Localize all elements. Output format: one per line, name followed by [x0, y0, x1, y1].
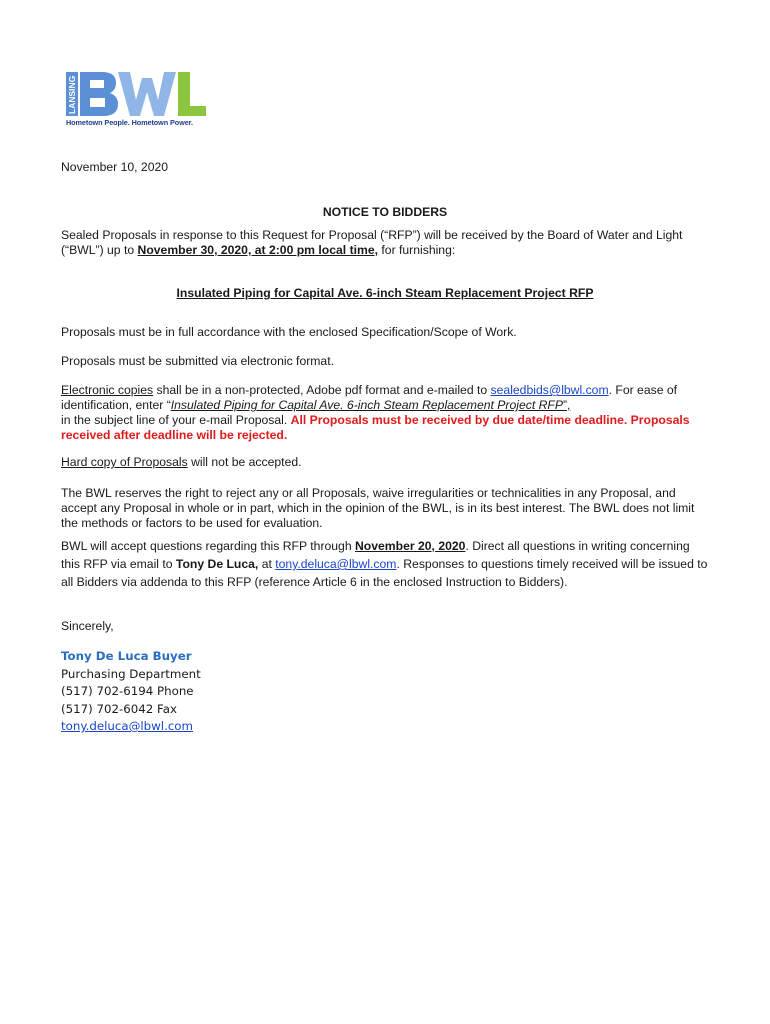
- questions-text-2: . Direct all questions in writing concerning this RFP via email to: [61, 539, 690, 571]
- hard-copy-text: will not be accepted.: [187, 455, 302, 469]
- intro-paragraph: [61, 228, 711, 258]
- contact-email-link[interactable]: tony.deluca@lbwl.com: [275, 557, 397, 571]
- questions-text-4: . Responses to questions timely received will be issued to all Bidders via addenda to this RFP (reference Article 6 in the enclosed Instruction to Bidders).: [61, 557, 708, 589]
- rfp-title: [0, 286, 770, 301]
- signature-name: Tony De Luca Buyer: [61, 649, 192, 663]
- signature-phone: (517) 702-6194 Phone: [61, 684, 194, 698]
- electronic-text: shall be in a non-protected, Adobe pdf format and e-mailed to: [153, 383, 491, 397]
- signature-department: Purchasing Department: [61, 666, 201, 681]
- electronic-text-4: in the subject line of your e-mail Proposal.: [61, 413, 291, 427]
- rfp-title-text: Insulated Piping for Capital Ave. 6-inch Steam Replacement Project RFP: [176, 286, 594, 300]
- questions-text-3: at: [258, 557, 276, 571]
- electronic-copies-lead: Electronic copies: [61, 383, 154, 397]
- closing: Sincerely,: [61, 619, 114, 633]
- bwl-logo-mark: [66, 70, 206, 118]
- electronic-line-2: [61, 413, 711, 443]
- bwl-logo: [66, 70, 206, 130]
- electronic-copies-paragraph: [61, 383, 711, 443]
- intro-deadline: November 30, 2020, at 2:00 pm local time,: [137, 243, 379, 257]
- electronic-text-3: ”,: [562, 398, 571, 412]
- email-subject-text: Insulated Piping for Capital Ave. 6-inch Steam Replacement Project RFP: [170, 398, 563, 412]
- sealedbids-email-link[interactable]: sealedbids@lbwl.com: [490, 383, 609, 397]
- electronic-text-2: . For ease of identification, enter “: [61, 383, 678, 412]
- signature-fax: (517) 702-6042 Fax: [61, 701, 177, 716]
- questions-paragraph: [61, 537, 711, 591]
- contact-name: Tony De Luca,: [175, 557, 259, 571]
- logo-tagline: Hometown People. Hometown Power.: [66, 118, 193, 127]
- hard-copy-lead: Hard copy of Proposals: [61, 455, 188, 469]
- intro-text-end: for furnishing:: [378, 243, 456, 257]
- questions-date: November 20, 2020: [355, 539, 466, 553]
- reserves-paragraph: The BWL reserves the right to reject any or all Proposals, waive irregularities or technicalities in any Proposal, and accept any Proposal in whole or in part, which in the opinion of the BWL, is in its best interest. The BWL does not limit the methods or factors to be used for evaluation.: [61, 486, 695, 530]
- letter-date: November 10, 2020: [61, 160, 169, 174]
- signature-block: [61, 648, 201, 736]
- electronic-format-paragraph: Proposals must be submitted via electronic format.: [61, 354, 334, 368]
- accordance-paragraph: Proposals must be in full accordance with the enclosed Specification/Scope of Work.: [61, 325, 517, 339]
- deadline-warning: All Proposals must be received by due date/time deadline. Proposals received after deadline will be rejected.: [61, 413, 690, 442]
- hard-copy-paragraph: [61, 455, 711, 470]
- signature-email-link[interactable]: tony.deluca@lbwl.com: [61, 719, 194, 733]
- intro-text: Sealed Proposals in response to this Request for Proposal (“RFP”) will be received by the Board of Water and Light (“BWL”) up to: [61, 228, 683, 257]
- notice-title: NOTICE TO BIDDERS: [322, 205, 448, 219]
- logo-city-text: LANSING: [67, 75, 77, 114]
- questions-text: BWL will accept questions regarding this RFP through: [61, 539, 355, 553]
